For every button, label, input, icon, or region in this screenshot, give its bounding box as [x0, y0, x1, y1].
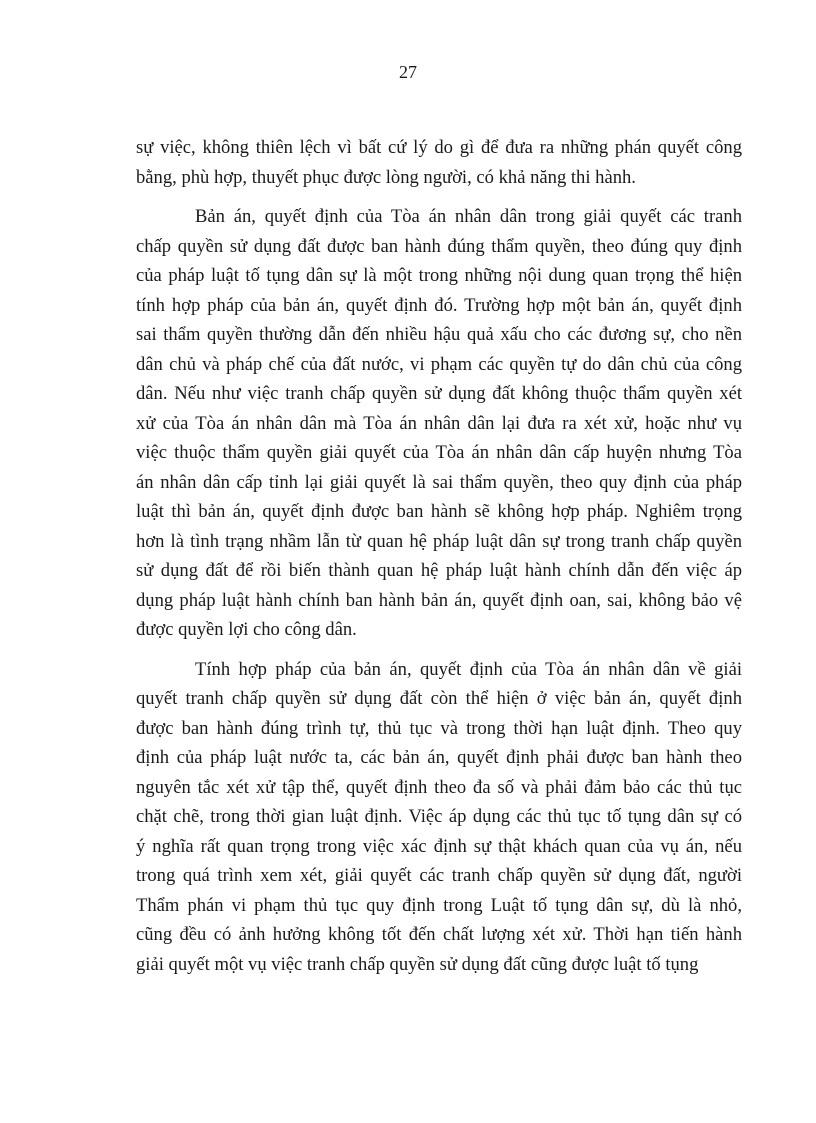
text-line: Tính hợp pháp của bản án, quyết định của Tòa án nhân dân về giải: [195, 658, 742, 680]
text-line: chặt chẽ, trong thời gian luật định. Việc áp dụng các thủ tục tố tụng dân sự có: [136, 806, 742, 827]
text-line: xử của Tòa án nhân dân mà Tòa án nhân dân lại đưa ra xét xử, hoặc như vụ: [136, 412, 742, 434]
text-line: chấp quyền sử dụng đất được ban hành đúng thẩm quyền, theo đúng quy định: [136, 235, 742, 257]
text-line: dân chủ và pháp chế của đất nước, vi phạm các quyền tự do dân chủ của công: [136, 353, 742, 375]
text-line: trong quá trình xem xét, giải quyết các tranh chấp quyền sử dụng đất, người: [136, 865, 742, 886]
text-line: cũng đều có ảnh hưởng không tốt đến chất lượng xét xử. Thời hạn tiến hành: [136, 924, 742, 945]
text-line: án nhân dân cấp tỉnh lại giải quyết là sai thẩm quyền, theo quy định của pháp: [136, 471, 742, 493]
text-line: sai thẩm quyền thường dẫn đến nhiều hậu quả xấu cho các đương sự, cho nền: [136, 324, 742, 345]
body-text: [136, 133, 742, 989]
text-line: nguyên tắc xét xử tập thể, quyết định theo đa số và phải đảm bảo các thủ tục: [136, 776, 742, 798]
paragraph: [136, 202, 742, 645]
text-line: dụng pháp luật hành chính ban hành bản án, quyết định oan, sai, không bảo vệ: [136, 589, 742, 611]
text-line: luật thì bản án, quyết định được ban hành sẽ không hợp pháp. Nghiêm trọng: [136, 501, 742, 522]
text-line: của pháp luật tố tụng dân sự là một trong những nội dung quan trọng thể hiện: [136, 265, 742, 286]
text-line: sử dụng đất để rồi biến thành quan hệ pháp luật hành chính dẫn đến việc áp: [136, 560, 742, 581]
text-line: sự việc, không thiên lệch vì bất cứ lý do gì để đưa ra những phán quyết công: [136, 137, 742, 158]
page-number: 27: [399, 62, 417, 82]
text-line: định của pháp luật nước ta, các bản án, quyết định phải được ban hành theo: [136, 747, 742, 768]
paragraph: [136, 655, 742, 980]
text-line: ý nghĩa rất quan trọng trong việc xác định sự thật khách quan của vụ án, nếu: [136, 835, 742, 857]
text-line: tính hợp pháp của bản án, quyết định đó. Trường hợp một bản án, quyết định: [136, 294, 742, 316]
text-line: Bản án, quyết định của Tòa án nhân dân trong giải quyết các tranh: [195, 206, 742, 227]
text-line: việc thuộc thẩm quyền giải quyết của Tòa án nhân dân cấp huyện nhưng Tòa: [136, 442, 742, 463]
text-line: hơn là tình trạng nhầm lẫn từ quan hệ pháp luật dân sự trong tranh chấp quyền: [136, 530, 742, 552]
text-line: Thẩm phán vi phạm thủ tục quy định trong Luật tố tụng dân sự, dù là nhỏ,: [136, 894, 742, 916]
text-line: được ban hành đúng trình tự, thủ tục và trong thời hạn luật định. Theo quy: [136, 717, 742, 739]
text-line: quyết tranh chấp quyền sử dụng đất còn thể hiện ở việc bản án, quyết định: [136, 688, 742, 709]
text-line: được quyền lợi cho công dân.: [136, 619, 357, 640]
text-line: bằng, phù hợp, thuyết phục được lòng người, có khả năng thi hành.: [136, 166, 636, 188]
paragraph: [136, 133, 742, 192]
text-line: dân. Nếu như việc tranh chấp quyền sử dụng đất không thuộc thẩm quyền xét: [136, 383, 742, 404]
text-line: giải quyết một vụ việc tranh chấp quyền sử dụng đất cũng được luật tố tụng: [136, 953, 699, 975]
